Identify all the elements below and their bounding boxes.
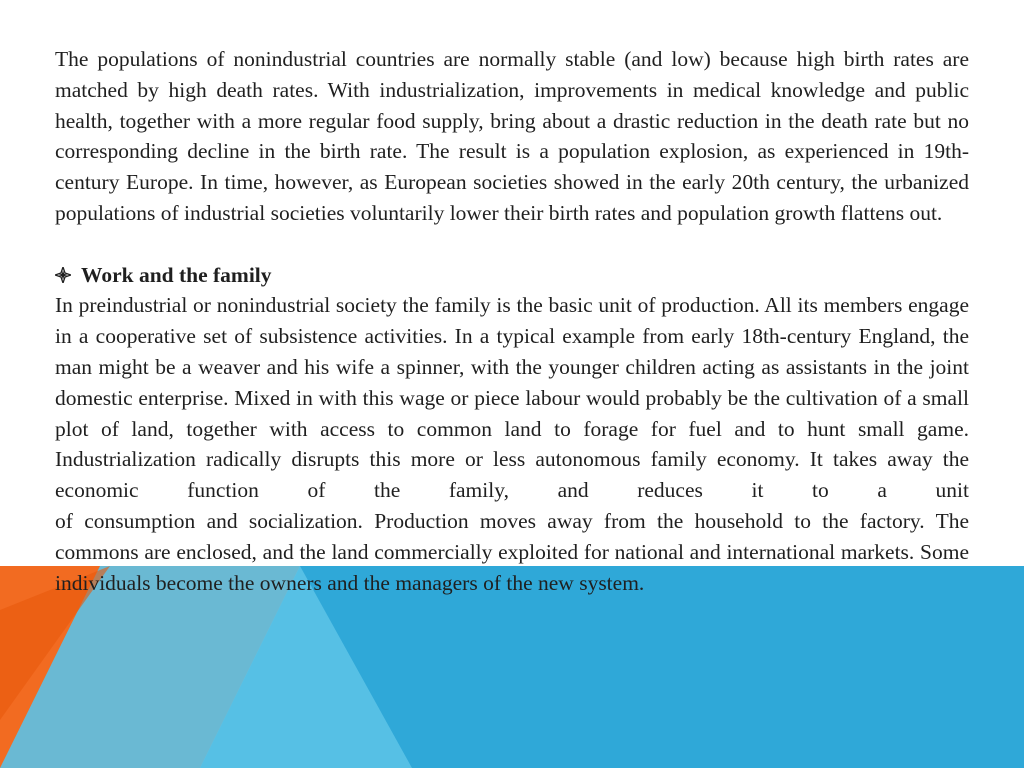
section-heading: Work and the family <box>81 262 272 287</box>
work-family-paragraph-part1: In preindustrial or nonindustrial society the family is the basic unit of production. All its members engage in a cooperative set of subsistence activities. In a typical example from early 18th-century England, the man might be a weaver and his wife a spinner, with the younger children acting as assistants in the joint domestic enterprise. Mixed in with this wage or piece labour would probably be the cultivation of a small plot of land, together with access to common land to forage for fuel and to hunt small game. Industrialization radically disrupts this more or less autonomous family economy. It takes away the economic function of the family, and reduces it to a unit <box>55 293 969 503</box>
slide-text-content <box>55 44 969 598</box>
work-family-paragraph-part2: of consumption and socialization. Production moves away from the household to the factory. The commons are enclosed, and the land commercially exploited for national and international markets. Some individuals become the owners and the managers of the new system. <box>55 508 969 595</box>
section-heading-row <box>55 260 969 291</box>
paragraph-spacer <box>55 229 969 260</box>
work-family-paragraph <box>55 290 969 598</box>
diamond-bullet-icon <box>55 267 81 283</box>
population-paragraph: The populations of nonindustrial countries are normally stable (and low) because high birth rates are matched by high death rates. With industrialization, improvements in medical knowledge and public health, together with a more regular food supply, bring about a drastic reduction in the death rate but no corresponding decline in the birth rate. The result is a population explosion, as experienced in 19th-century Europe. In time, however, as European societies showed in the early 20th century, the urbanized populations of industrial societies voluntarily lower their birth rates and population growth flattens out. <box>55 47 969 225</box>
